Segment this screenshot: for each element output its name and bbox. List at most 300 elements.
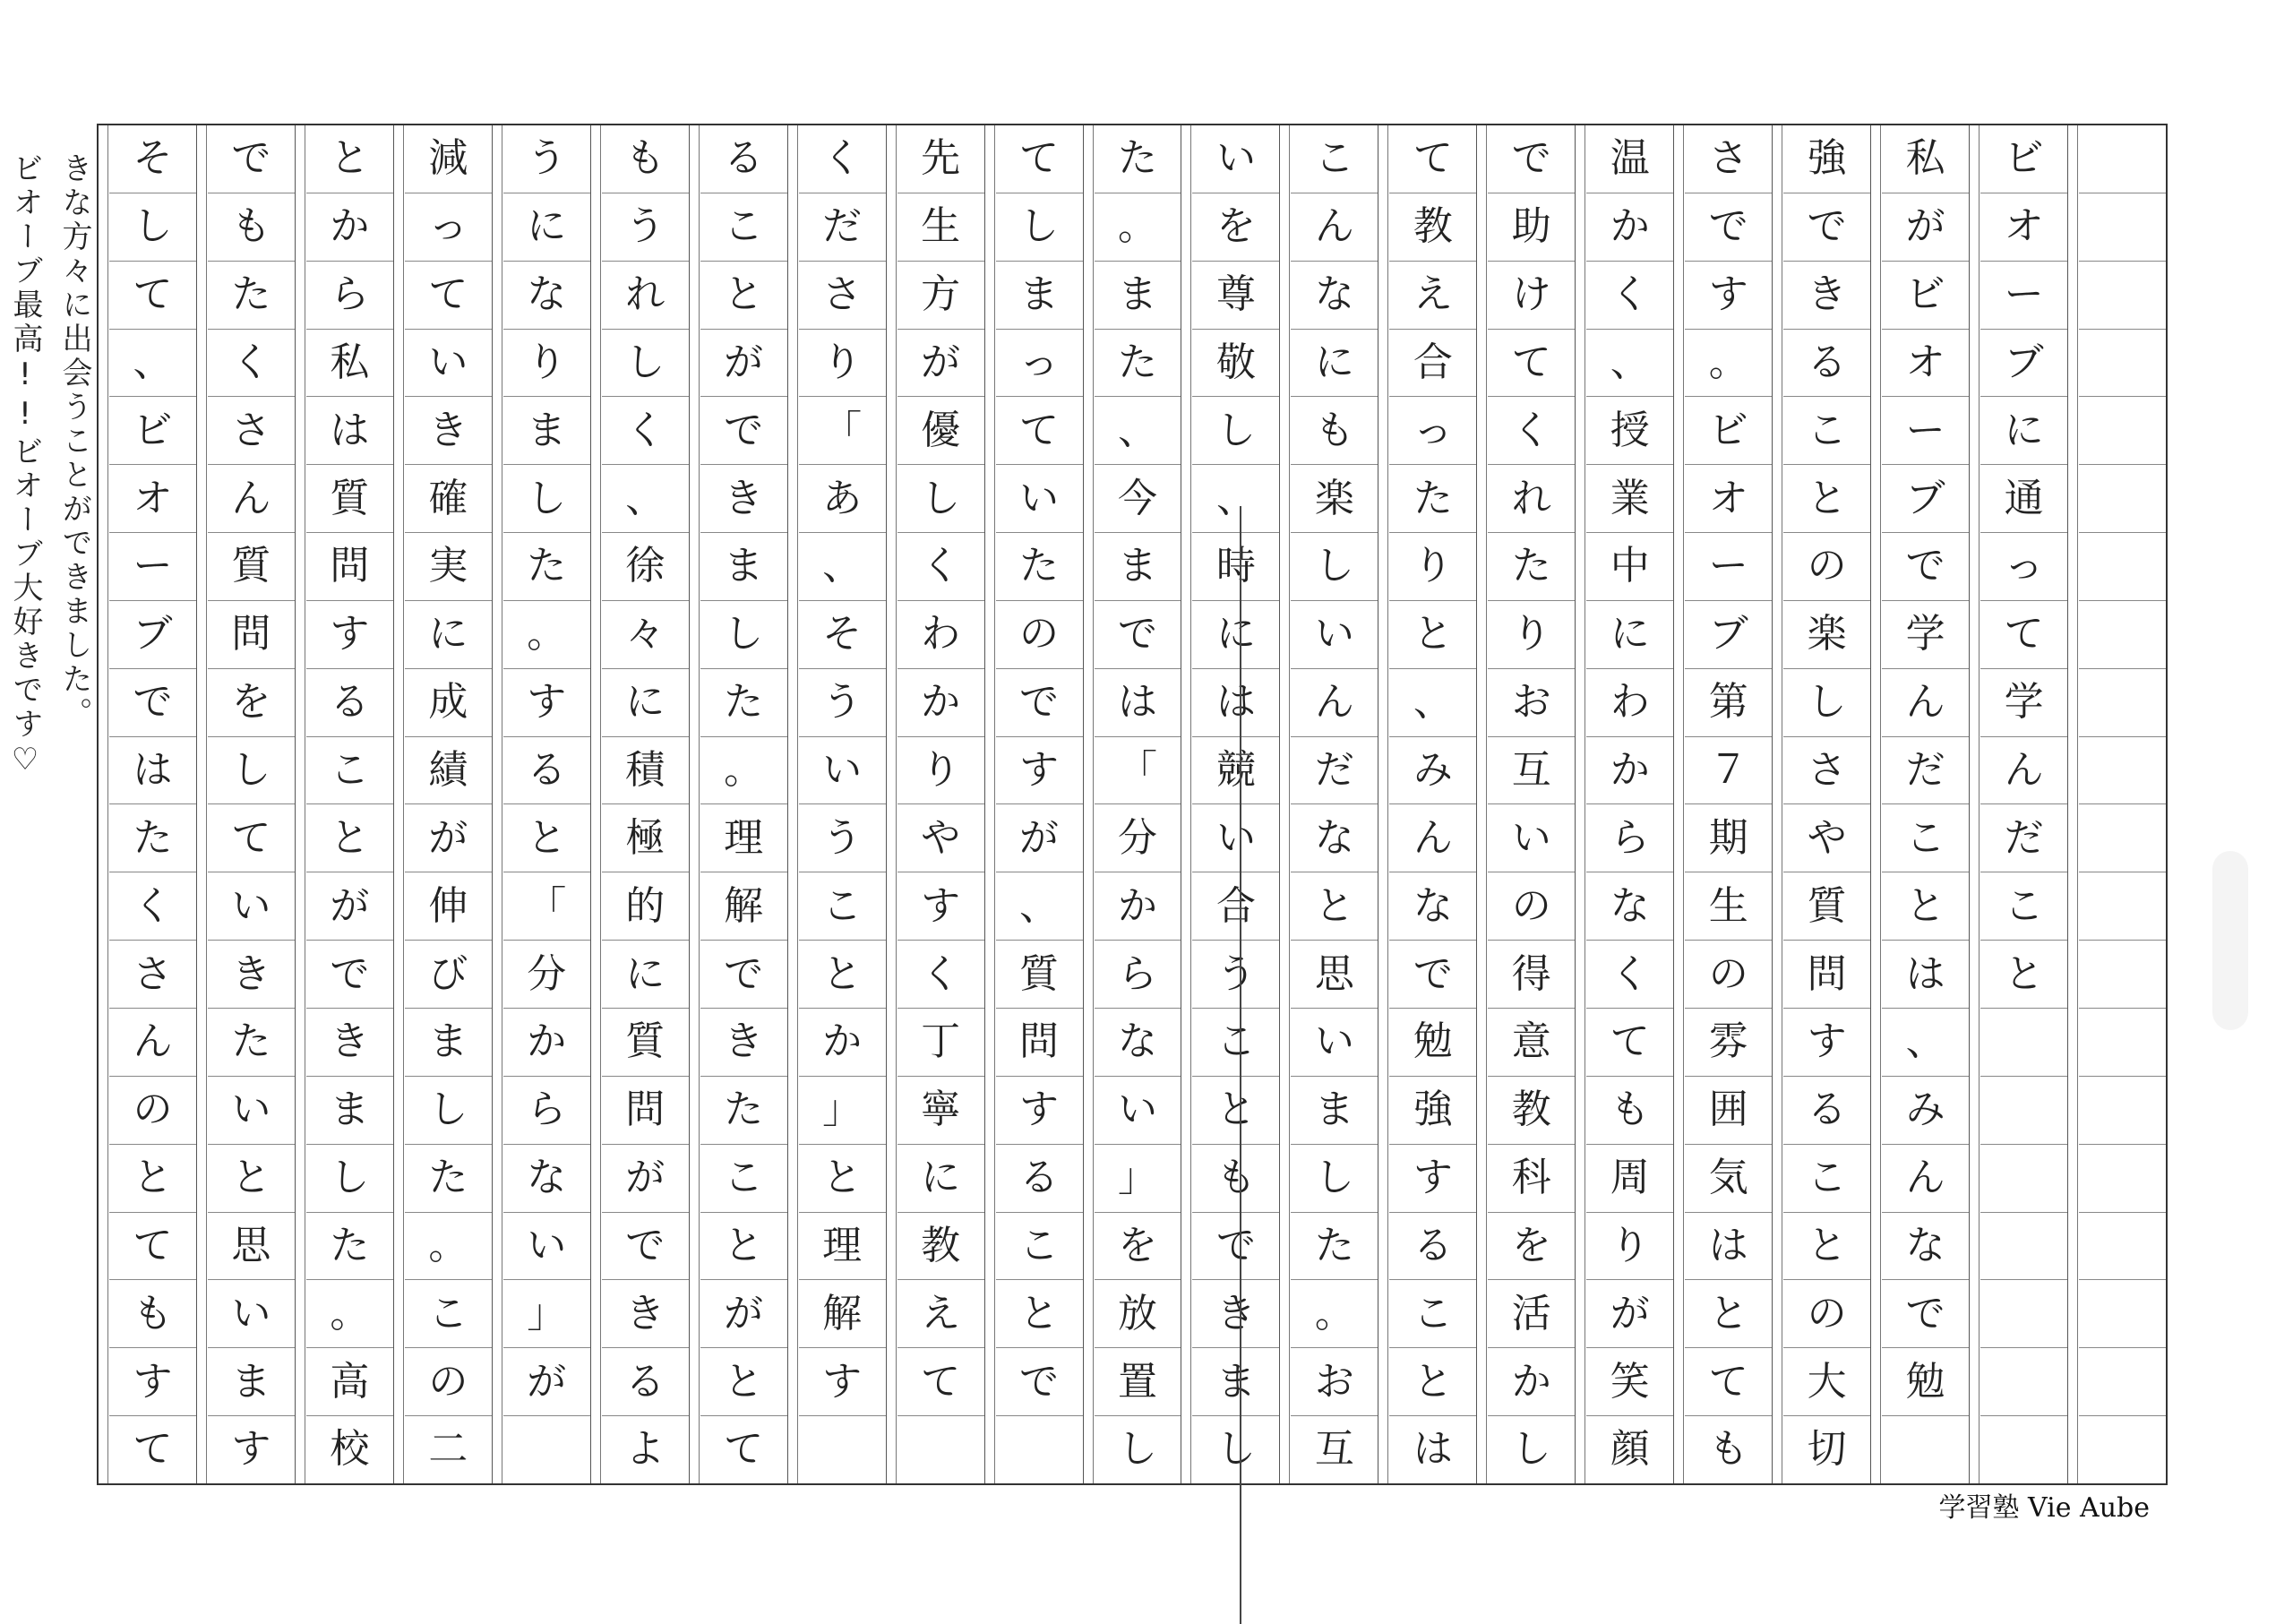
manuscript-cell: 強 (1783, 125, 1870, 193)
manuscript-cell: に (1192, 601, 1279, 669)
manuscript-cell: 学 (1980, 669, 2067, 737)
manuscript-cell: ま (208, 1348, 295, 1416)
manuscript-cell: に (1980, 397, 2067, 465)
manuscript-cell: は (1882, 941, 1969, 1009)
manuscript-cell (996, 1416, 1083, 1483)
manuscript-cell: い (996, 465, 1083, 533)
manuscript-cell: 」 (799, 1077, 886, 1145)
manuscript-cell: ビ (1980, 125, 2067, 193)
manuscript-cell: る (503, 737, 590, 805)
manuscript-cell: も (1291, 397, 1378, 465)
manuscript-cell: が (602, 1145, 689, 1213)
manuscript-cell: で (996, 1348, 1083, 1416)
manuscript-cell: こ (1783, 397, 1870, 465)
manuscript-cell: だ (1291, 737, 1378, 805)
manuscript-cell: で (109, 669, 196, 737)
manuscript-cell: て (109, 262, 196, 330)
manuscript-cell: て (897, 1348, 984, 1416)
manuscript-column (99, 125, 196, 1483)
manuscript-cell: る (306, 669, 393, 737)
manuscript-cell: や (1783, 804, 1870, 872)
manuscript-cell: が (1882, 193, 1969, 262)
manuscript-column (1772, 125, 1870, 1483)
manuscript-cell: し (1192, 397, 1279, 465)
manuscript-cell: 「 (503, 872, 590, 941)
manuscript-cell (2079, 533, 2166, 601)
manuscript-column (1870, 125, 1969, 1483)
manuscript-cell: な (1291, 804, 1378, 872)
manuscript-cell: 競 (1192, 737, 1279, 805)
manuscript-cell: し (602, 330, 689, 398)
manuscript-cell: き (602, 1280, 689, 1348)
manuscript-cell: で (208, 125, 295, 193)
manuscript-cell: 私 (1882, 125, 1969, 193)
manuscript-cell: と (700, 1213, 787, 1281)
manuscript-cell: び (405, 941, 492, 1009)
manuscript-cell: 、 (1192, 465, 1279, 533)
manuscript-cell: と (1783, 1213, 1870, 1281)
manuscript-cell: に (602, 669, 689, 737)
manuscript-cell: 。 (700, 737, 787, 805)
manuscript-cell: り (1586, 1213, 1673, 1281)
manuscript-cell: た (208, 1009, 295, 1077)
manuscript-cell: で (1685, 193, 1772, 262)
manuscript-column (1378, 125, 1476, 1483)
manuscript-cell: 優 (897, 397, 984, 465)
manuscript-cell: か (1095, 872, 1181, 941)
manuscript-cell: さ (208, 397, 295, 465)
manuscript-cell: は (109, 737, 196, 805)
manuscript-cell: 問 (208, 601, 295, 669)
manuscript-cell: っ (405, 193, 492, 262)
manuscript-cell: さ (1783, 737, 1870, 805)
manuscript-cell: な (503, 262, 590, 330)
manuscript-cell: ビ (1882, 262, 1969, 330)
manuscript-cell: ブ (1882, 465, 1969, 533)
manuscript-cell: と (996, 1280, 1083, 1348)
manuscript-cell: 、 (1095, 397, 1181, 465)
manuscript-cell: 得 (1488, 941, 1575, 1009)
manuscript-cell: す (897, 872, 984, 941)
manuscript-cell: を (1488, 1213, 1575, 1281)
manuscript-cell: く (1586, 262, 1673, 330)
center-fold-line (1240, 506, 1241, 1624)
manuscript-cell: ま (996, 262, 1083, 330)
manuscript-cell: 成 (405, 669, 492, 737)
manuscript-cell: で (996, 669, 1083, 737)
manuscript-cell (2079, 1077, 2166, 1145)
manuscript-column (590, 125, 689, 1483)
manuscript-cell: と (1192, 1077, 1279, 1145)
scan-smudge (2212, 851, 2248, 1030)
manuscript-cell: 分 (1095, 804, 1181, 872)
manuscript-column (787, 125, 886, 1483)
manuscript-cell: も (602, 125, 689, 193)
manuscript-cell: 意 (1488, 1009, 1575, 1077)
manuscript-cell: に (503, 193, 590, 262)
manuscript-cell: わ (1586, 669, 1673, 737)
manuscript-cell: ま (306, 1077, 393, 1145)
manuscript-cell (1980, 1416, 2067, 1483)
margin-note-line: ビオーブ最高!!ビオーブ大好きです♡ (7, 152, 43, 781)
manuscript-cell: ま (1095, 533, 1181, 601)
manuscript-cell: 教 (1488, 1077, 1575, 1145)
manuscript-cell: し (1215, 1426, 1256, 1473)
manuscript-cell: と (1291, 872, 1378, 941)
manuscript-cell: 楽 (1783, 601, 1870, 669)
manuscript-cell: に (897, 1145, 984, 1213)
manuscript-cell: が (405, 804, 492, 872)
manuscript-cell: が (996, 804, 1083, 872)
manuscript-cell: か (897, 669, 984, 737)
manuscript-cell: て (208, 804, 295, 872)
manuscript-cell: て (1488, 330, 1575, 398)
manuscript-cell: 問 (306, 533, 393, 601)
manuscript-cell: る (1783, 1077, 1870, 1145)
manuscript-cell: で (602, 1213, 689, 1281)
manuscript-cell: ら (1095, 941, 1181, 1009)
manuscript-cell: い (1291, 601, 1378, 669)
manuscript-cell: が (503, 1348, 590, 1416)
manuscript-cell: 徐 (602, 533, 689, 601)
manuscript-cell: た (1488, 533, 1575, 601)
manuscript-cell: だ (1980, 804, 2067, 872)
manuscript-cell: ー (1685, 533, 1772, 601)
manuscript-cell: 通 (1980, 465, 2067, 533)
manuscript-column (1969, 125, 2067, 1483)
manuscript-cell: い (1192, 125, 1279, 193)
manuscript-cell: だ (799, 193, 886, 262)
manuscript-cell: よ (625, 1426, 666, 1473)
manuscript-cell: 方 (897, 262, 984, 330)
manuscript-cell: さ (799, 262, 886, 330)
manuscript-cell: て (1389, 125, 1476, 193)
manuscript-cell: い (1095, 1077, 1181, 1145)
manuscript-cell: 助 (1488, 193, 1575, 262)
manuscript-cell: を (208, 669, 295, 737)
manuscript-cell: 先 (897, 125, 984, 193)
manuscript-cell: が (700, 330, 787, 398)
manuscript-cell: け (1488, 262, 1575, 330)
manuscript-cell: ら (503, 1077, 590, 1145)
manuscript-cell: 教 (897, 1213, 984, 1281)
manuscript-cell: そ (109, 125, 196, 193)
manuscript-cell: き (208, 941, 295, 1009)
manuscript-cell: ん (1882, 669, 1969, 737)
manuscript-cell: 勉 (1389, 1009, 1476, 1077)
manuscript-cell: と (799, 1145, 886, 1213)
manuscript-cell: っ (1980, 533, 2067, 601)
manuscript-cell: 」 (1095, 1145, 1181, 1213)
manuscript-cell: く (1586, 941, 1673, 1009)
manuscript-cell: こ (996, 1213, 1083, 1281)
manuscript-cell: こ (405, 1280, 492, 1348)
manuscript-cell: も (109, 1280, 196, 1348)
manuscript-cell: こ (700, 193, 787, 262)
manuscript-cell: る (700, 125, 787, 193)
manuscript-cell: い (1291, 1009, 1378, 1077)
manuscript-cell: 切 (1807, 1426, 1847, 1473)
manuscript-cell: る (1389, 1213, 1476, 1281)
manuscript-cell: ん (1882, 1145, 1969, 1213)
manuscript-cell: る (1783, 330, 1870, 398)
manuscript-cell: 、 (109, 330, 196, 398)
manuscript-cell: ７ (1685, 737, 1772, 805)
manuscript-cell (1980, 1077, 2067, 1145)
manuscript-cell: 、 (1882, 1009, 1969, 1077)
manuscript-cell: こ (1783, 1145, 1870, 1213)
manuscript-cell: な (503, 1145, 590, 1213)
manuscript-cell: い (503, 1213, 590, 1281)
manuscript-cell: く (799, 125, 886, 193)
manuscript-cell: 期 (1685, 804, 1772, 872)
manuscript-cell: と (1980, 941, 2067, 1009)
manuscript-cell: し (700, 601, 787, 669)
manuscript-cell: た (306, 1213, 393, 1281)
manuscript-column (295, 125, 393, 1483)
manuscript-cell: り (897, 737, 984, 805)
manuscript-cell: ん (1980, 737, 2067, 805)
manuscript-cell: ー (1882, 397, 1969, 465)
manuscript-cell: 減 (405, 125, 492, 193)
manuscript-cell: か (1488, 1348, 1575, 1416)
manuscript-cell: 。 (306, 1280, 393, 1348)
manuscript-column (1279, 125, 1378, 1483)
manuscript-cell: ま (1291, 1077, 1378, 1145)
manuscript-cell (2079, 1280, 2166, 1348)
manuscript-cell: 授 (1586, 397, 1673, 465)
manuscript-cell: と (1783, 465, 1870, 533)
manuscript-cell: 、 (1389, 669, 1476, 737)
manuscript-column (196, 125, 295, 1483)
manuscript-cell: 解 (700, 872, 787, 941)
manuscript-cell: し (1291, 533, 1378, 601)
manuscript-cell: の (109, 1077, 196, 1145)
manuscript-cell: く (897, 533, 984, 601)
manuscript-cell: し (109, 193, 196, 262)
manuscript-cell: と (109, 1145, 196, 1213)
manuscript-cell: さ (1685, 125, 1772, 193)
manuscript-cell: が (1586, 1280, 1673, 1348)
manuscript-cell: 生 (1685, 872, 1772, 941)
manuscript-cell: 気 (1685, 1145, 1772, 1213)
manuscript-cell: り (799, 330, 886, 398)
manuscript-cell: 極 (602, 804, 689, 872)
manuscript-cell: た (700, 669, 787, 737)
manuscript-cell: き (405, 397, 492, 465)
manuscript-cell: す (996, 737, 1083, 805)
manuscript-cell: は (306, 397, 393, 465)
manuscript-cell: て (133, 1426, 173, 1473)
manuscript-cell: 「 (799, 397, 886, 465)
manuscript-cell: ブ (1980, 330, 2067, 398)
manuscript-cell: 問 (1783, 941, 1870, 1009)
manuscript-cell (1980, 1009, 2067, 1077)
manuscript-cell: 高 (306, 1348, 393, 1416)
manuscript-cell: も (1586, 1077, 1673, 1145)
manuscript-column (393, 125, 492, 1483)
manuscript-cell: が (700, 1280, 787, 1348)
manuscript-column (1181, 125, 1279, 1483)
manuscript-cell: い (1488, 804, 1575, 872)
manuscript-cell: は (1685, 1213, 1772, 1281)
manuscript-cell: 、 (996, 872, 1083, 941)
manuscript-cell: っ (1389, 397, 1476, 465)
manuscript-cell: さ (109, 941, 196, 1009)
manuscript-cell: く (1488, 397, 1575, 465)
manuscript-cell (2079, 262, 2166, 330)
manuscript-cell: も (1192, 1145, 1279, 1213)
manuscript-cell (2079, 125, 2166, 193)
manuscript-cell: 科 (1488, 1145, 1575, 1213)
manuscript-cell: の (1488, 872, 1575, 941)
manuscript-cell: 囲 (1685, 1077, 1772, 1145)
manuscript-cell: こ (799, 872, 886, 941)
manuscript-column (2067, 125, 2166, 1483)
manuscript-cell: 合 (1192, 872, 1279, 941)
manuscript-cell: す (1685, 262, 1772, 330)
manuscript-cell: で (1389, 941, 1476, 1009)
manuscript-cell: う (602, 193, 689, 262)
manuscript-cell: ブ (109, 601, 196, 669)
manuscript-cell: ま (405, 1009, 492, 1077)
manuscript-cell: で (700, 941, 787, 1009)
manuscript-cell: 」 (503, 1280, 590, 1348)
manuscript-cell: 笑 (1586, 1348, 1673, 1416)
manuscript-cell: す (231, 1426, 271, 1473)
manuscript-cell (503, 1416, 590, 1483)
manuscript-cell: ブ (1685, 601, 1772, 669)
manuscript-cell: ん (208, 465, 295, 533)
manuscript-cell: ー (109, 533, 196, 601)
manuscript-cell: た (1291, 1213, 1378, 1281)
margin-note-line: きな方々に出会うことができました。 (56, 152, 92, 731)
manuscript-cell: ら (306, 262, 393, 330)
manuscript-cell: て (109, 1213, 196, 1281)
manuscript-cell: す (799, 1348, 886, 1416)
manuscript-cell: で (1095, 601, 1181, 669)
manuscript-cell: き (306, 1009, 393, 1077)
manuscript-cell: か (306, 193, 393, 262)
manuscript-cell: ん (1291, 669, 1378, 737)
manuscript-cell: て (1685, 1348, 1772, 1416)
manuscript-column (689, 125, 787, 1483)
manuscript-cell: 尊 (1192, 262, 1279, 330)
manuscript-column (1476, 125, 1575, 1483)
manuscript-cell: ビ (1685, 397, 1772, 465)
manuscript-cell: こ (1389, 1280, 1476, 1348)
manuscript-cell: し (1511, 1426, 1551, 1473)
manuscript-cell (1980, 1280, 2067, 1348)
manuscript-cell: 。 (1291, 1280, 1378, 1348)
manuscript-cell: オ (109, 465, 196, 533)
manuscript-cell (2079, 1145, 2166, 1213)
manuscript-cell: す (306, 601, 393, 669)
manuscript-cell: り (1389, 533, 1476, 601)
manuscript-cell: 々 (602, 601, 689, 669)
manuscript-cell: す (996, 1077, 1083, 1145)
manuscript-cell: に (1586, 601, 1673, 669)
manuscript-cell: 「 (1095, 737, 1181, 805)
manuscript-cell: 業 (1586, 465, 1673, 533)
manuscript-cell: と (799, 941, 886, 1009)
manuscript-cell: 中 (1586, 533, 1673, 601)
manuscript-cell: す (109, 1348, 196, 1416)
manuscript-cell: 放 (1095, 1280, 1181, 1348)
manuscript-cell (2079, 804, 2166, 872)
manuscript-cell: の (1685, 941, 1772, 1009)
manuscript-cell: か (799, 1009, 886, 1077)
manuscript-cell: と (1882, 872, 1969, 941)
manuscript-cell: た (405, 1145, 492, 1213)
manuscript-cell: は (1413, 1426, 1453, 1473)
manuscript-cell: り (1488, 601, 1575, 669)
manuscript-cell: 、 (799, 533, 886, 601)
manuscript-cell: 質 (996, 941, 1083, 1009)
manuscript-cell: う (799, 804, 886, 872)
manuscript-cell: な (1389, 872, 1476, 941)
manuscript-cell: れ (1488, 465, 1575, 533)
manuscript-cell: と (1685, 1280, 1772, 1348)
manuscript-column (984, 125, 1083, 1483)
manuscript-cell: 活 (1488, 1280, 1575, 1348)
manuscript-cell: た (996, 533, 1083, 601)
manuscript-cell: ま (1192, 1348, 1279, 1416)
manuscript-cell: な (1586, 872, 1673, 941)
manuscript-cell: 敬 (1192, 330, 1279, 398)
manuscript-cell (2079, 465, 2166, 533)
manuscript-cell: こ (306, 737, 393, 805)
manuscript-cell: て (996, 397, 1083, 465)
manuscript-cell: 互 (1488, 737, 1575, 805)
manuscript-cell: は (1192, 669, 1279, 737)
manuscript-cell: て (996, 125, 1083, 193)
manuscript-cell: い (208, 1280, 295, 1348)
manuscript-cell: こ (700, 1145, 787, 1213)
manuscript-cell: 確 (405, 465, 492, 533)
manuscript-cell: し (503, 465, 590, 533)
manuscript-cell: の (405, 1348, 492, 1416)
manuscript-cell: れ (602, 262, 689, 330)
manuscript-cell: き (1783, 262, 1870, 330)
manuscript-cell: 教 (1389, 193, 1476, 262)
manuscript-cell: で (1882, 533, 1969, 601)
manuscript-cell: き (1192, 1280, 1279, 1348)
manuscript-cell: オ (1882, 330, 1969, 398)
manuscript-cell: た (109, 804, 196, 872)
manuscript-cell: た (208, 262, 295, 330)
manuscript-cell: 実 (405, 533, 492, 601)
manuscript-cell: が (306, 872, 393, 941)
manuscript-cell (799, 1416, 886, 1483)
manuscript-cell: え (1389, 262, 1476, 330)
manuscript-cell: を (1192, 193, 1279, 262)
manuscript-cell: く (897, 941, 984, 1009)
manuscript-cell: 思 (1291, 941, 1378, 1009)
manuscript-cell: 問 (996, 1009, 1083, 1077)
manuscript-cell: 。 (503, 601, 590, 669)
manuscript-cell (2079, 669, 2166, 737)
manuscript-cell: ビ (109, 397, 196, 465)
manuscript-cell: ん (1291, 193, 1378, 262)
manuscript-cell: す (1389, 1145, 1476, 1213)
manuscript-sheet (97, 124, 2168, 1485)
manuscript-cell (2079, 601, 2166, 669)
manuscript-cell: 理 (799, 1213, 886, 1281)
manuscript-cell: あ (799, 465, 886, 533)
manuscript-cell: ま (503, 397, 590, 465)
manuscript-cell: だ (1882, 737, 1969, 805)
